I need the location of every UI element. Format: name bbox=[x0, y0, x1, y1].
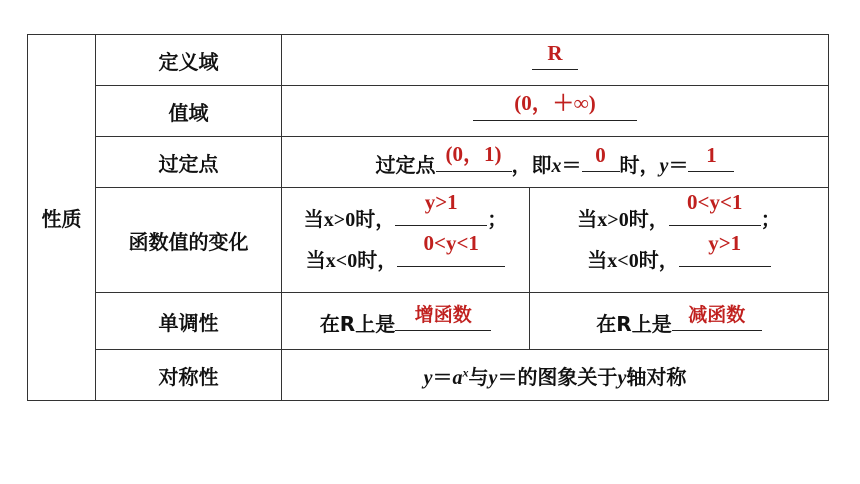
properties-table bbox=[27, 34, 829, 401]
x-value-answer: 0 bbox=[595, 142, 606, 167]
right-l2-blank bbox=[679, 231, 771, 267]
range-cell bbox=[282, 86, 829, 137]
symmetry-with: 与 bbox=[468, 364, 489, 389]
symmetry-eq2: ＝ bbox=[497, 364, 518, 389]
fixed-point-y-var: y bbox=[659, 154, 669, 177]
x-value-blank bbox=[582, 142, 620, 172]
row-label-range: 值域 bbox=[96, 86, 282, 137]
symmetry-exponent: x bbox=[462, 364, 469, 379]
monotonicity-left-prefix: 在R上是 bbox=[319, 311, 396, 336]
left-l2-answer: 0<y<1 bbox=[423, 231, 479, 255]
fixed-point-mid1: ，即 bbox=[511, 152, 552, 177]
fixed-point-mid2: 时， bbox=[619, 152, 660, 177]
monotonicity-left-blank bbox=[395, 303, 491, 331]
right-l2-cond: x<0时， bbox=[607, 250, 679, 272]
right-l1-answer: 0<y<1 bbox=[686, 190, 743, 214]
domain-answer: R bbox=[547, 41, 563, 65]
symmetry-axis-y: y bbox=[617, 366, 627, 389]
y-value-blank bbox=[688, 142, 734, 172]
fixed-point-prefix: 过定点 bbox=[375, 152, 436, 177]
monotonicity-right-cell bbox=[530, 293, 829, 350]
value-change-left-cell bbox=[282, 188, 530, 293]
fixed-point-cell bbox=[282, 137, 829, 188]
right-l1-cond: x>0时， bbox=[597, 209, 669, 231]
right-l1-end: ； bbox=[760, 207, 781, 231]
value-change-right-cell bbox=[530, 188, 829, 293]
range-blank bbox=[473, 91, 637, 121]
monotonicity-left-answer: 增函数 bbox=[414, 303, 472, 326]
row-label-value-change: 函数值的变化 bbox=[96, 188, 282, 293]
left-l1-prefix: 当 bbox=[303, 207, 324, 231]
symmetry-eq1: ＝ bbox=[432, 364, 453, 389]
properties-group-label: 性质 bbox=[28, 35, 96, 401]
fixed-point-x-var: x bbox=[551, 154, 562, 177]
left-l2-cond: x<0时， bbox=[325, 250, 398, 272]
left-line-2 bbox=[282, 231, 529, 281]
symmetry-y1: y bbox=[423, 366, 433, 389]
domain-cell bbox=[282, 35, 829, 86]
right-l2-answer: y>1 bbox=[708, 231, 742, 255]
fixed-point-blank bbox=[436, 141, 512, 172]
right-l1-prefix: 当 bbox=[577, 207, 598, 231]
right-line-2 bbox=[530, 231, 828, 281]
monotonicity-right-prefix: 在R上是 bbox=[596, 311, 672, 336]
domain-blank bbox=[532, 41, 578, 70]
symmetry-tail: 的图象关于 bbox=[517, 364, 618, 389]
right-l2-prefix: 当 bbox=[587, 248, 608, 272]
range-answer: (0，＋∞) bbox=[514, 91, 596, 115]
fixed-point-eq1: ＝ bbox=[561, 152, 582, 177]
left-l1-end: ； bbox=[487, 207, 508, 231]
row-label-symmetry: 对称性 bbox=[96, 350, 282, 401]
left-l1-answer: y>1 bbox=[424, 190, 458, 214]
row-label-fixed-point: 过定点 bbox=[96, 137, 282, 188]
symmetry-y2: y bbox=[488, 366, 498, 389]
monotonicity-left-cell bbox=[282, 293, 530, 350]
left-l1-cond: x>0时， bbox=[323, 209, 396, 231]
monotonicity-right-answer: 减函数 bbox=[688, 303, 746, 326]
left-l2-blank bbox=[397, 231, 505, 267]
fixed-point-eq2: ＝ bbox=[668, 152, 689, 177]
symmetry-end: 轴对称 bbox=[626, 364, 687, 389]
symmetry-cell bbox=[282, 350, 829, 401]
row-label-domain: 定义域 bbox=[96, 35, 282, 86]
symmetry-a: a bbox=[452, 366, 463, 389]
fixed-point-answer: (0，1) bbox=[445, 141, 502, 166]
left-l2-prefix: 当 bbox=[305, 248, 326, 272]
y-value-answer: 1 bbox=[706, 142, 717, 167]
monotonicity-right-blank bbox=[672, 303, 762, 331]
row-label-monotonicity: 单调性 bbox=[96, 293, 282, 350]
